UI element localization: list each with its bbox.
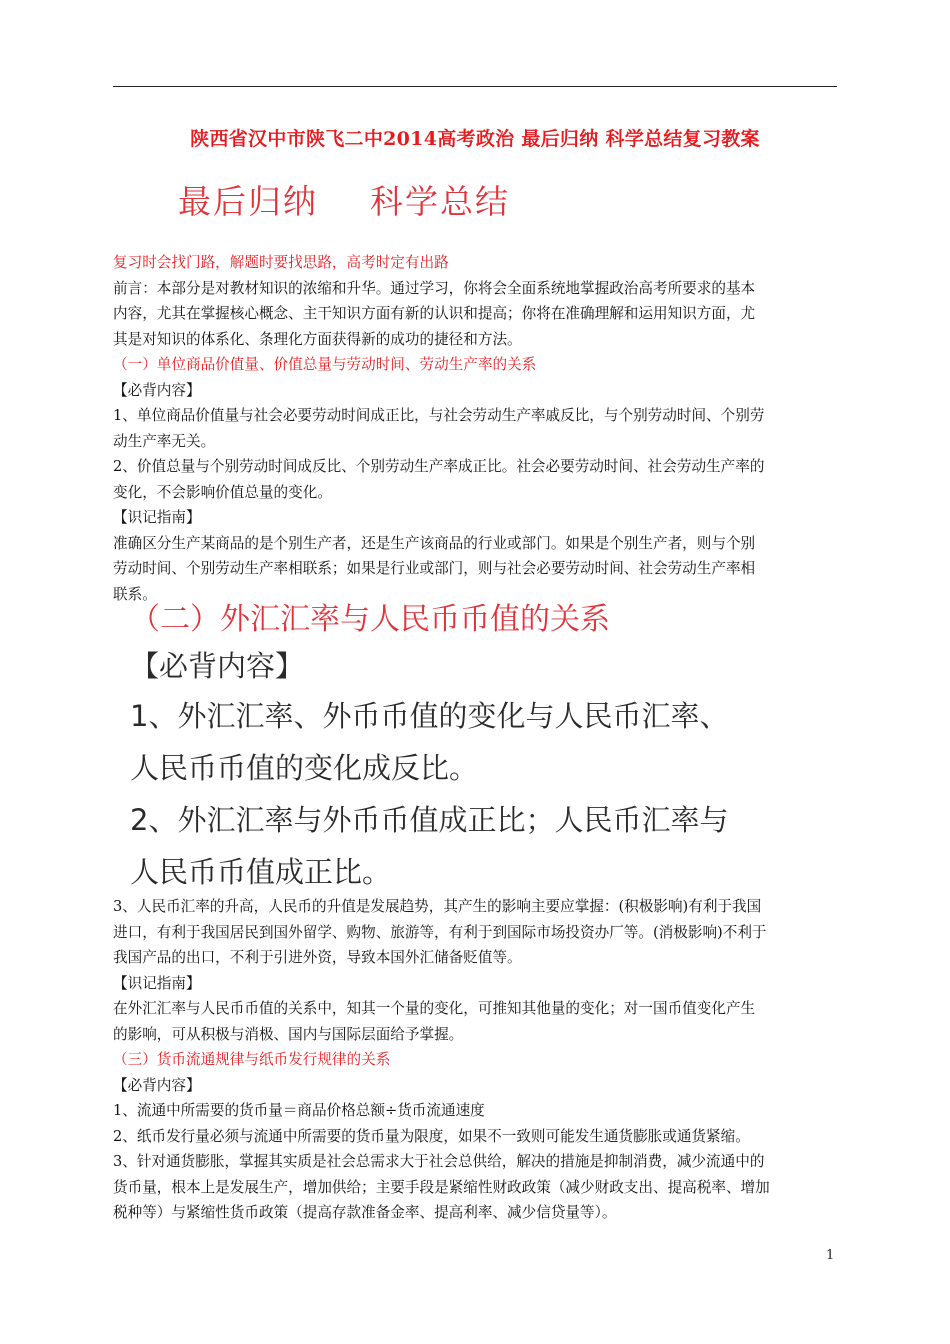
paragraph-line: 前言：本部分是对教材知识的浓缩和升华。通过学习，你将会全面系统地掌握政治高考所要求的基本 — [113, 279, 756, 297]
section-heading: （二）外汇汇率与人民币币值的关系 — [130, 602, 610, 637]
section-two-image-text — [130, 598, 830, 898]
paragraph-line: 其是对知识的体系化、条理化方面获得新的成功的捷径和方法。 — [113, 330, 522, 348]
subheading: 【识记指南】 — [113, 509, 201, 526]
subheading: 【必背内容】 — [113, 381, 201, 399]
large-text-line: 2、外汇汇率与外币币值成正比；人民币汇率与 — [130, 803, 729, 837]
banner-heading — [178, 176, 510, 223]
subheading: 【必背内容】 — [130, 649, 305, 683]
paragraph-line: 的影响，可从积极与消极、国内与国际层面给予掌握。 — [113, 1025, 464, 1043]
paragraph-line: 1、单位商品价值量与社会必要劳动时间成正比，与社会劳动生产率戚反比，与个别劳动时间、个别劳 — [113, 407, 765, 424]
subheading: 【必背内容】 — [113, 1076, 201, 1094]
paragraph-line: 变化，不会影响价值总量的变化。 — [113, 483, 332, 501]
page-number: 1 — [826, 1248, 835, 1263]
paragraph-line: 在外汇汇率与人民币币值的关系中，知其一个量的变化，可推知其他量的变化；对一国币值变化产生 — [113, 1000, 756, 1017]
header-rule — [113, 86, 837, 87]
paragraph-line: 2、价值总量与个别劳动时间成反比、个别劳动生产率成正比。社会必要劳动时间、社会劳动生产率的 — [113, 458, 765, 475]
subheading: 【识记指南】 — [113, 974, 201, 992]
section-one — [113, 250, 837, 607]
section-three — [113, 894, 837, 1226]
paragraph-line: 进口，有利于我国居民到国外留学、购物、旅游等，有利于到国际市场投资办厂等。(消极影响)不利于 — [113, 923, 767, 941]
section-heading: （一）单位商品价值量、价值总量与劳动时间、劳动生产率的关系 — [113, 356, 537, 373]
paragraph-line: 我国产品的出口，不利于引进外资，导致本国外汇储备贬值等。 — [113, 949, 522, 966]
paragraph-line: 税种等）与紧缩性货币政策（提高存款准备金率、提高利率、减少信贷量等）。 — [113, 1204, 617, 1221]
large-text-line: 人民币币值成正比。 — [130, 855, 392, 889]
banner-left-text: 最后归纳 — [178, 182, 318, 221]
large-text-line: 1、外汇汇率、外币币值的变化与人民币汇率、 — [130, 699, 729, 733]
large-text-line: 人民币币值的变化成反比。 — [130, 751, 479, 785]
motto-line: 复习时会找门路，解题时要找思路，高考时定有出路 — [113, 254, 449, 271]
paragraph-line: 联系。 — [113, 585, 157, 603]
paragraph-line: 2、纸币发行量必须与流通中所需要的货币量为限度，如果不一致则可能发生通货膨胀或通货紧缩。 — [113, 1127, 750, 1145]
paragraph-line: 3、人民币汇率的升高，人民币的升值是发展趋势，其产生的影响主要应掌握：(积极影响)有利于我国 — [113, 898, 762, 915]
paragraph-line: 3、针对通货膨胀，掌握其实质是社会总需求大于社会总供给，解决的措施是抑制消费，减少流通中的 — [113, 1153, 765, 1170]
paragraph-line: 货币量，根本上是发展生产，增加供给；主要手段是紧缩性财政政策（减少财政支出、提高税率、增加 — [113, 1178, 770, 1196]
paragraph-line: 1、流通中所需要的货币量＝商品价格总额÷货币流通速度 — [113, 1102, 485, 1119]
section-heading: （三）货币流通规律与纸币发行规律的关系 — [113, 1051, 391, 1068]
document-title: 陕西省汉中市陕飞二中2014高考政治 最后归纳 科学总结复习教案 — [190, 128, 760, 150]
paragraph-line: 内容，尤其在掌握核心概念、主干知识方面有新的认识和提高；你将在准确理解和运用知识方面，尤 — [113, 305, 756, 322]
paragraph-line: 准确区分生产某商品的是个别生产者，还是生产该商品的行业或部门。如果是个别生产者，则与个别 — [113, 534, 756, 552]
paragraph-line: 动生产率无关。 — [113, 432, 216, 450]
paragraph-line: 劳动时间、个别劳动生产率相联系；如果是行业或部门，则与社会必要劳动时间、社会劳动生产率相 — [113, 560, 756, 577]
banner-right-text: 科学总结 — [370, 182, 510, 221]
